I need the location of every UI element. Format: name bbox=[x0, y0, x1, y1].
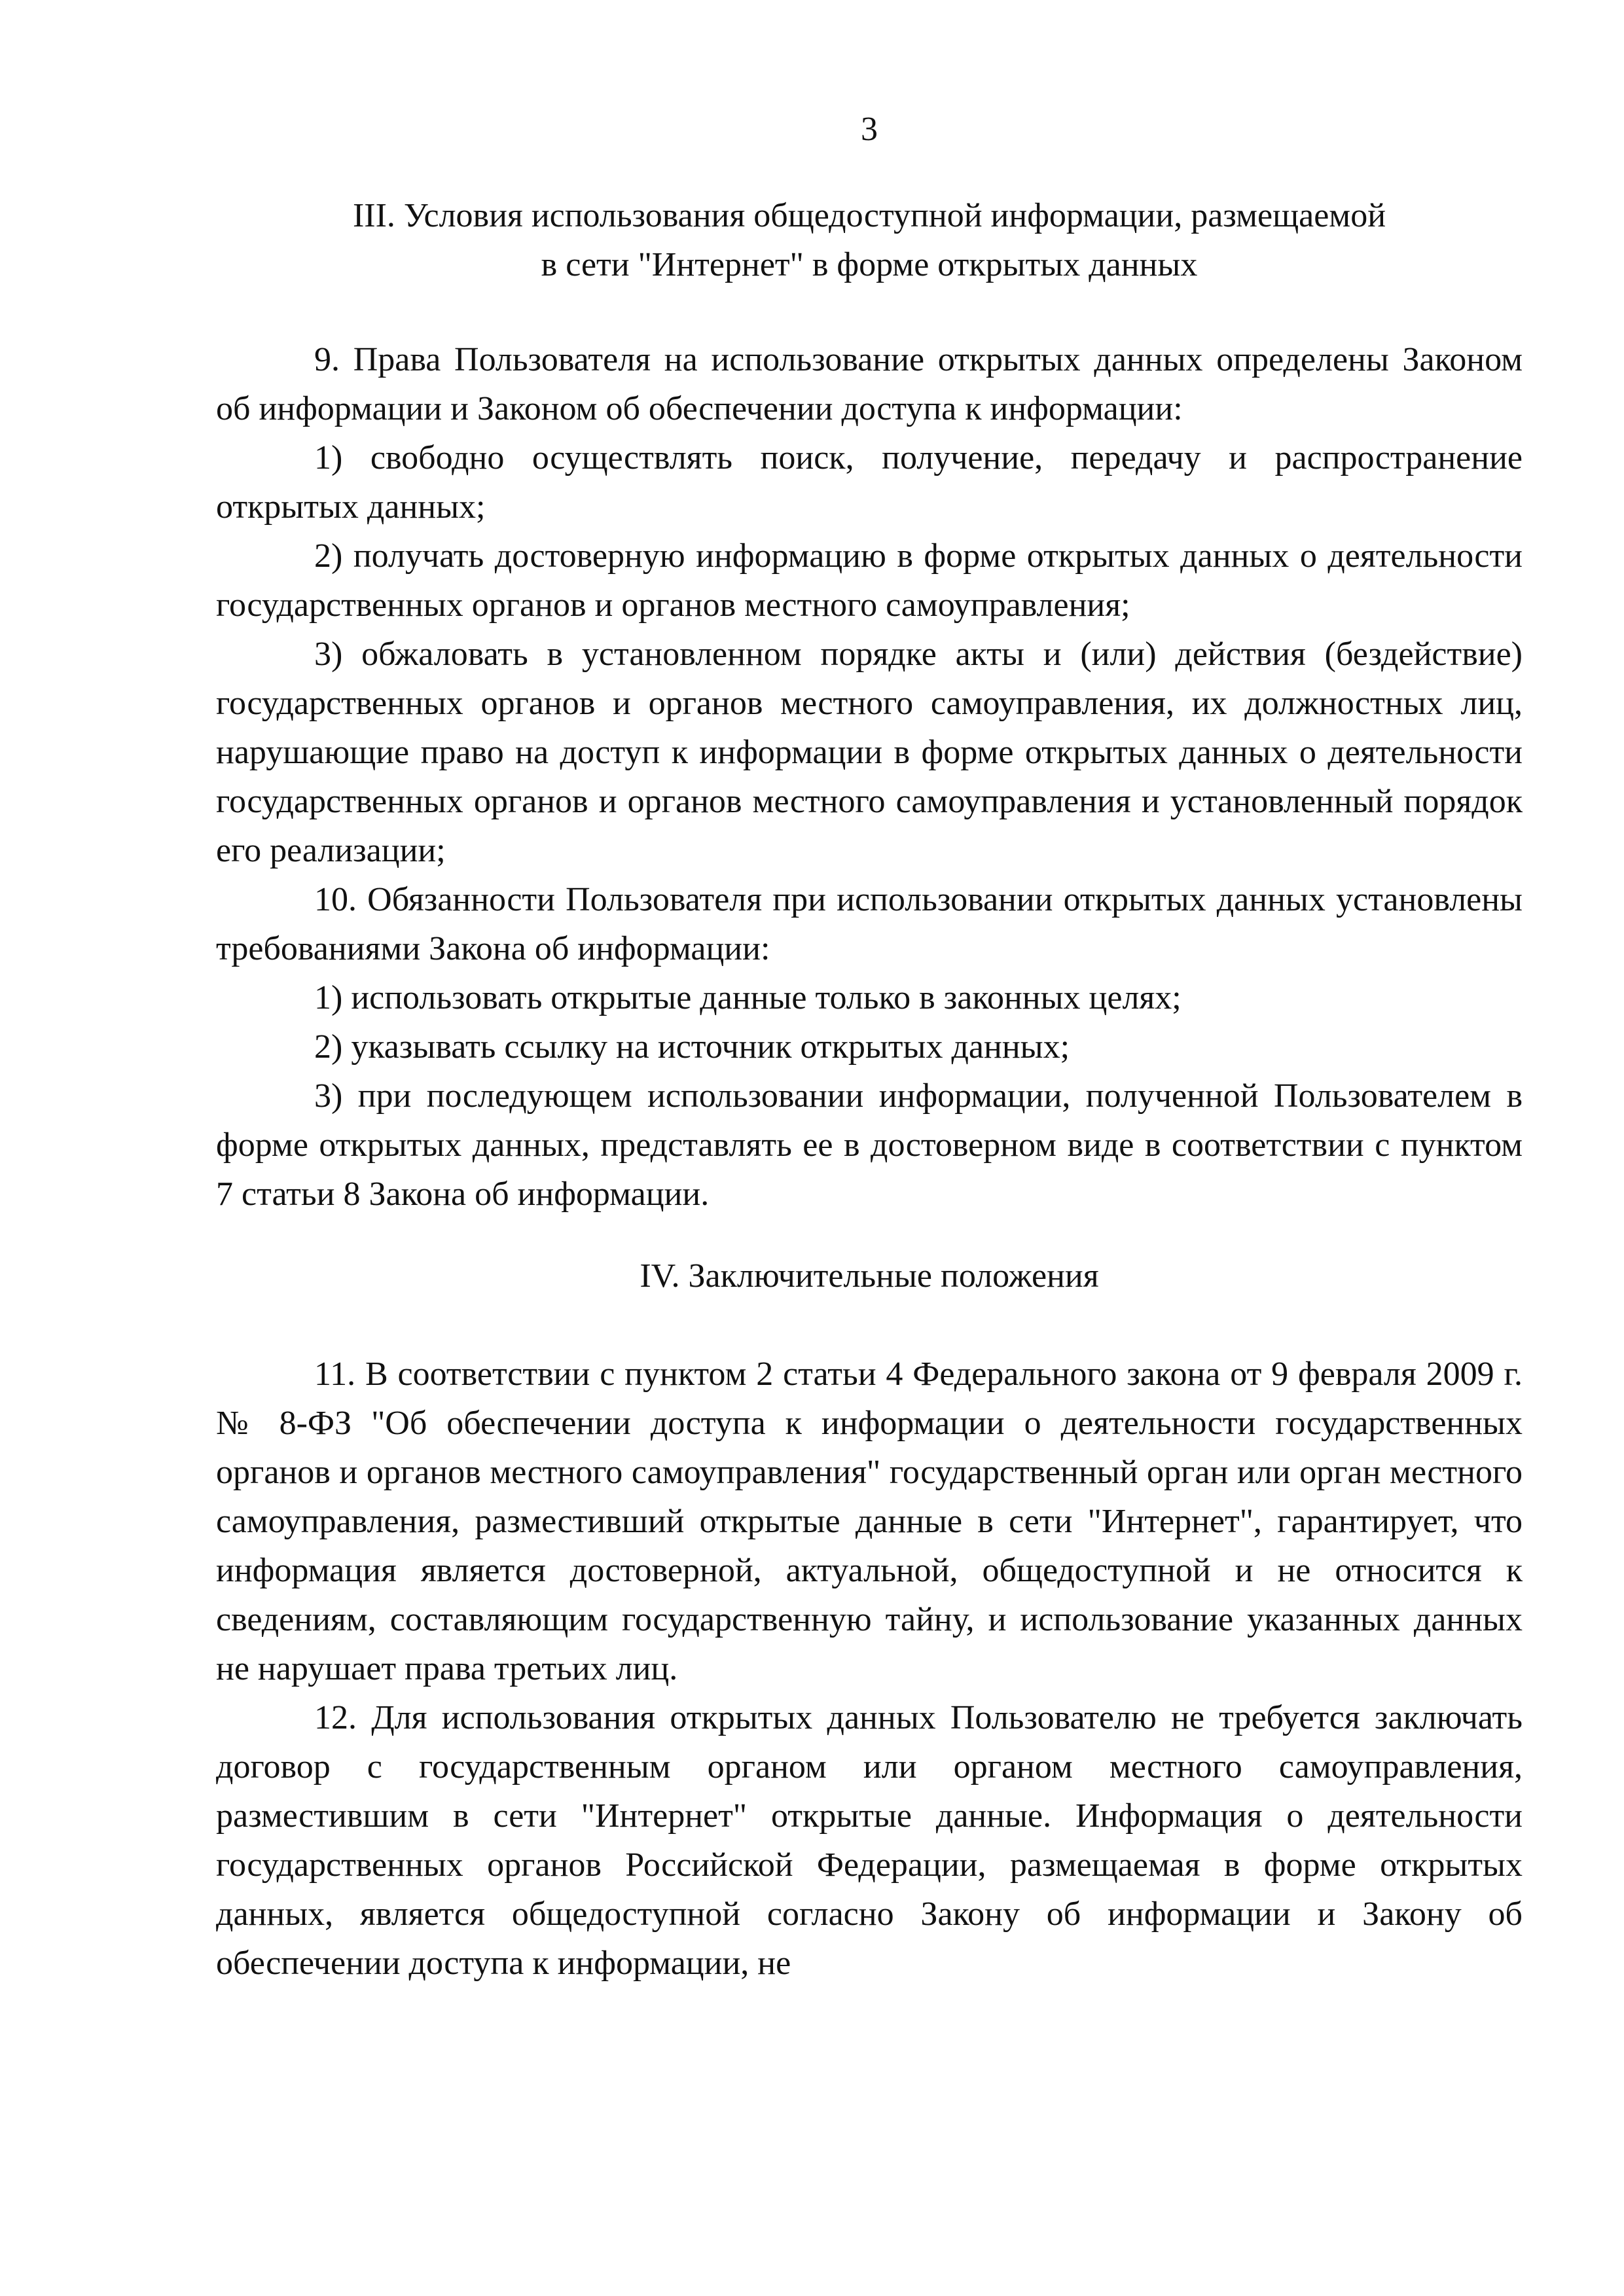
section-4-body bbox=[216, 1350, 1523, 1988]
section-3-title-line-1: III. Условия использования общедоступной информации, размещаемой bbox=[352, 197, 1386, 234]
section-4-heading bbox=[216, 1251, 1523, 1300]
clause-11: 11. В соответствии с пунктом 2 статьи 4 Федерального закона от 9 февраля 2009 г. № 8-ФЗ "Об обеспечении доступа к информации о деятельности государственных органов и органов местного самоуправления" государственный орган или орган местного самоуправления, разместивший открытые данные в сети "Интернет", гарантирует, что информация является достоверной, актуальной, общедоступной и не относится к сведениям, составляющим государственную тайну, и использование указанных данных не нарушает права третьих лиц. bbox=[216, 1355, 1523, 1687]
clause-9-item-3: 3) обжаловать в установленном порядке акты и (или) действия (бездействие) государственных органов и органов местного самоуправления, их должностных лиц, нарушающие право на доступ к информации в форме открытых данных о деятельности государственных органов и органов местного самоуправления и установленный порядок его реализации; bbox=[216, 636, 1523, 869]
clause-10-item-1: 1) использовать открытые данные только в законных целях; bbox=[314, 979, 1182, 1016]
clause-9: 9. Права Пользователя на использование открытых данных определены Законом об информации и Законом об обеспечении доступа к информации: bbox=[216, 341, 1523, 427]
section-3-body bbox=[216, 335, 1523, 1219]
clause-12: 12. Для использования открытых данных Пользователю не требуется заключать договор с государственным органом или органом местного самоуправления, разместившим в сети "Интернет" открытые данные. Информация о деятельности государственных органов Российской Федерации, размещаемая в форме открытых данных, является общедоступной согласно Закону об информации и Закону об обеспечении доступа к информации, не bbox=[216, 1699, 1523, 1982]
clause-9-item-2: 2) получать достоверную информацию в форме открытых данных о деятельности государственных органов и органов местного самоуправления; bbox=[216, 537, 1523, 624]
section-3-title-line-2: в сети "Интернет" в форме открытых данных bbox=[541, 246, 1198, 283]
section-3-heading bbox=[216, 191, 1523, 289]
clause-10-item-2: 2) указывать ссылку на источник открытых данных; bbox=[314, 1028, 1070, 1066]
clause-10: 10. Обязанности Пользователя при использовании открытых данных установлены требованиями Закона об информации: bbox=[216, 881, 1523, 967]
page-number: 3 bbox=[861, 111, 878, 148]
clause-9-item-1: 1) свободно осуществлять поиск, получение, передачу и распространение открытых данных; bbox=[216, 439, 1523, 526]
section-4-title: IV. Заключительные положения bbox=[640, 1257, 1099, 1295]
clause-10-item-3: 3) при последующем использовании информации, полученной Пользователем в форме открытых данных, представлять ее в достоверном виде в соответствии с пунктом 7 статьи 8 Закона об информации. bbox=[216, 1077, 1523, 1213]
